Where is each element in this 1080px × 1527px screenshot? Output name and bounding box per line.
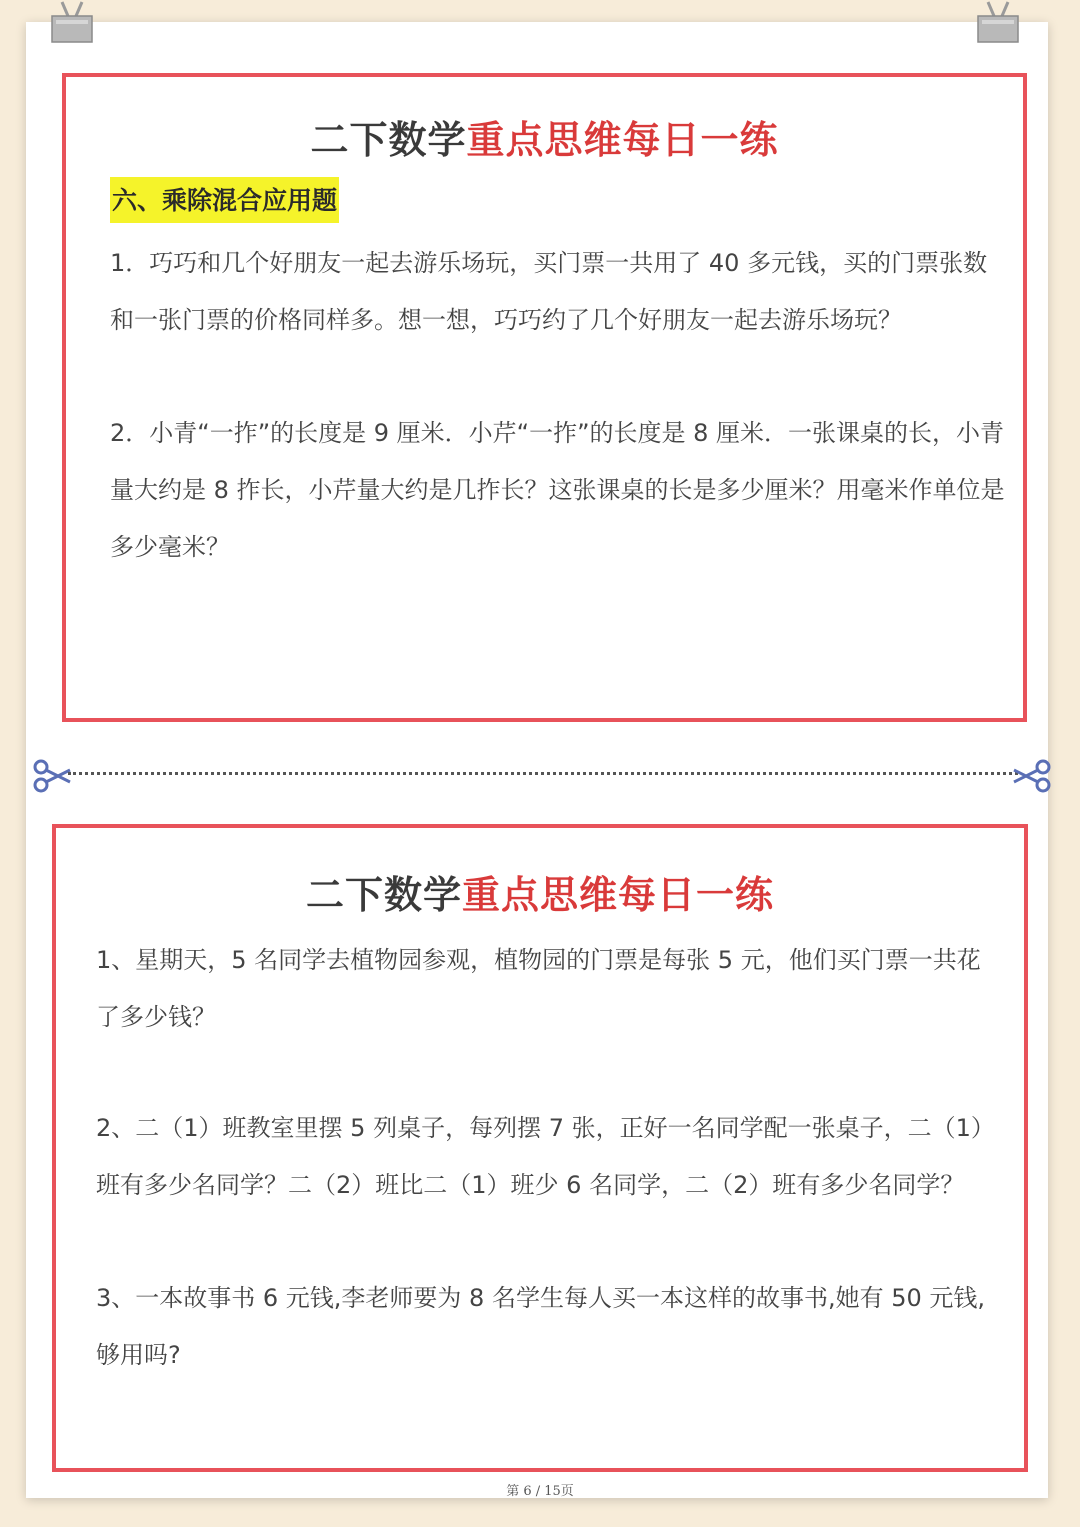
scissors-icon — [32, 758, 72, 794]
binder-clip-icon — [50, 0, 94, 44]
card-title — [66, 109, 1023, 164]
question-1: 1、星期天，5 名同学去植物园参观，植物园的门票是每张 5 元，他们买门票一共花了多少钱？ — [96, 946, 981, 1031]
page-number: 第 6 / 15页 — [506, 1484, 574, 1499]
cut-line — [68, 772, 1018, 775]
title-highlight: 重点思维每日一练 — [462, 872, 775, 917]
scissors-icon — [1012, 758, 1052, 794]
title-prefix: 二下数学 — [305, 872, 462, 917]
title-prefix: 二下数学 — [310, 117, 467, 162]
question-1: 1．巧巧和几个好朋友一起去游乐场玩，买门票一共用了 40 多元钱，买的门票张数和一张门票的价格同样多。想一想，巧巧约了几个好朋友一起去游乐场玩？ — [110, 249, 988, 334]
exercise-card-2 — [52, 824, 1028, 1472]
question-2: 2、二（1）班教室里摆 5 列桌子，每列摆 7 张，正好一名同学配一张桌子，二（1）班有多少名同学？二（2）班比二（1）班少 6 名同学，二（2）班有多少名同学？ — [96, 1114, 995, 1199]
exercise-card-1 — [62, 73, 1027, 722]
question-2: 2．小青“一拃”的长度是 9 厘米．小芹“一拃”的长度是 8 厘米．一张课桌的长，小青量大约是 8 拃长，小芹量大约是几拃长？这张课桌的长是多少厘米？用毫米作单位是多少毫米？ — [110, 419, 1005, 561]
card-title — [56, 864, 1024, 919]
section-heading: 六、乘除混合应用题 — [110, 177, 339, 223]
title-highlight: 重点思维每日一练 — [466, 117, 779, 162]
binder-clip-icon — [976, 0, 1020, 44]
question-3: 3、一本故事书 6 元钱,李老师要为 8 名学生每人买一本这样的故事书,她有 50 元钱,够用吗? — [96, 1284, 986, 1369]
